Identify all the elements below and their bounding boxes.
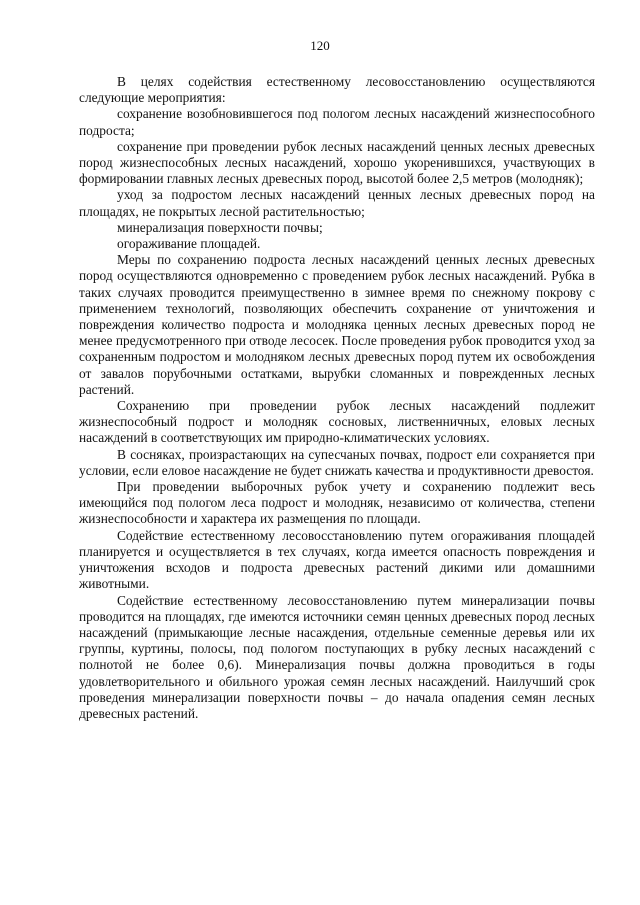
paragraph-preservation-measures: Меры по сохранению подроста лесных насаждений ценных лесных древесных пород осуществляются одновременно с проведением рубок лесных насаждений. Рубка в таких случаях проводится преимущественно в зимнее время по снежному покрову с применением технологий, позволяющих обеспечить сохранение от уничтожения и повреждения количество подроста и молодняка ценных лесных древесных пород не менее предусмотренного при отводе лесосек. После проведения рубок проводится уход за сохраненным подростом и молодняком лесных древесных пород путем их освобождения от завалов порубочными остатками, вырубки сломанных и поврежденных лесных растений.	[79, 252, 595, 397]
list-item-soil-mineralization: минерализация поверхности почвы;	[117, 219, 323, 235]
paragraph-subject-to-preservation: Сохранению при проведении рубок лесных насаждений подлежит жизнеспособный подрост и молодняк сосновых, лиственничных, еловых лесных насаждений в соответствующих им природно-климатических условиях.	[79, 398, 595, 446]
list-item-regrowth-care: уход за подростом лесных насаждений ценных лесных древесных пород на площадях, не покрытых лесной растительностью;	[79, 187, 595, 219]
paragraph-pine-forests: В сосняках, произрастающих на супесчаных почвах, подрост ели сохраняется при условии, если еловое насаждение не будет снижать качества и продуктивности древостоя.	[79, 446, 595, 478]
paragraph-mineralization: Содействие естественному лесовосстановлению путем минерализации почвы проводится на площадях, где имеются источники семян ценных древесных пород лесных насаждений (примыкающие лесные насаждения, отдельные семенные деревья или их группы, куртины, полосы, под пологом поступающих в рубку лесных насаждений с полнотой не более 0,6). Минерализация почвы должна проводиться в годы удовлетворительного и обильного урожая семян лесных насаждений. Наилучший срок проведения минерализации поверхности почвы – до начала опадения семян лесных древесных растений.	[79, 592, 595, 721]
list-item-preserve-during-felling: сохранение при проведении рубок лесных насаждений ценных лесных древесных пород жизнеспособных лесных насаждений, хорошо укоренившихся, участвующих в формировании главных лесных древесных пород, высотой более 2,5 метров (молодняк);	[79, 138, 595, 187]
paragraph-intro: В целях содействия естественному лесовосстановлению осуществляются следующие мероприятия:	[79, 74, 595, 106]
list-item-fencing: огораживание площадей.	[117, 236, 261, 252]
paragraph-selective-felling: При проведении выборочных рубок учету и сохранению подлежит весь имеющийся под пологом леса подрост и молодняк, независимо от количества, степени жизнеспособности и характера их размещения по площади.	[79, 479, 595, 527]
list-item-preserve-regrowth: сохранение возобновившегося под пологом лесных насаждений жизнеспособного подроста;	[79, 106, 595, 138]
paragraph-fencing: Содействие естественному лесовосстановлению путем огораживания площадей планируется и осуществляется в тех случаях, когда имеется опасность повреждения и уничтожения всходов и подроста древесных растений дикими или домашними животными.	[79, 527, 595, 592]
page-number: 120	[310, 38, 330, 53]
body-text	[79, 74, 595, 722]
